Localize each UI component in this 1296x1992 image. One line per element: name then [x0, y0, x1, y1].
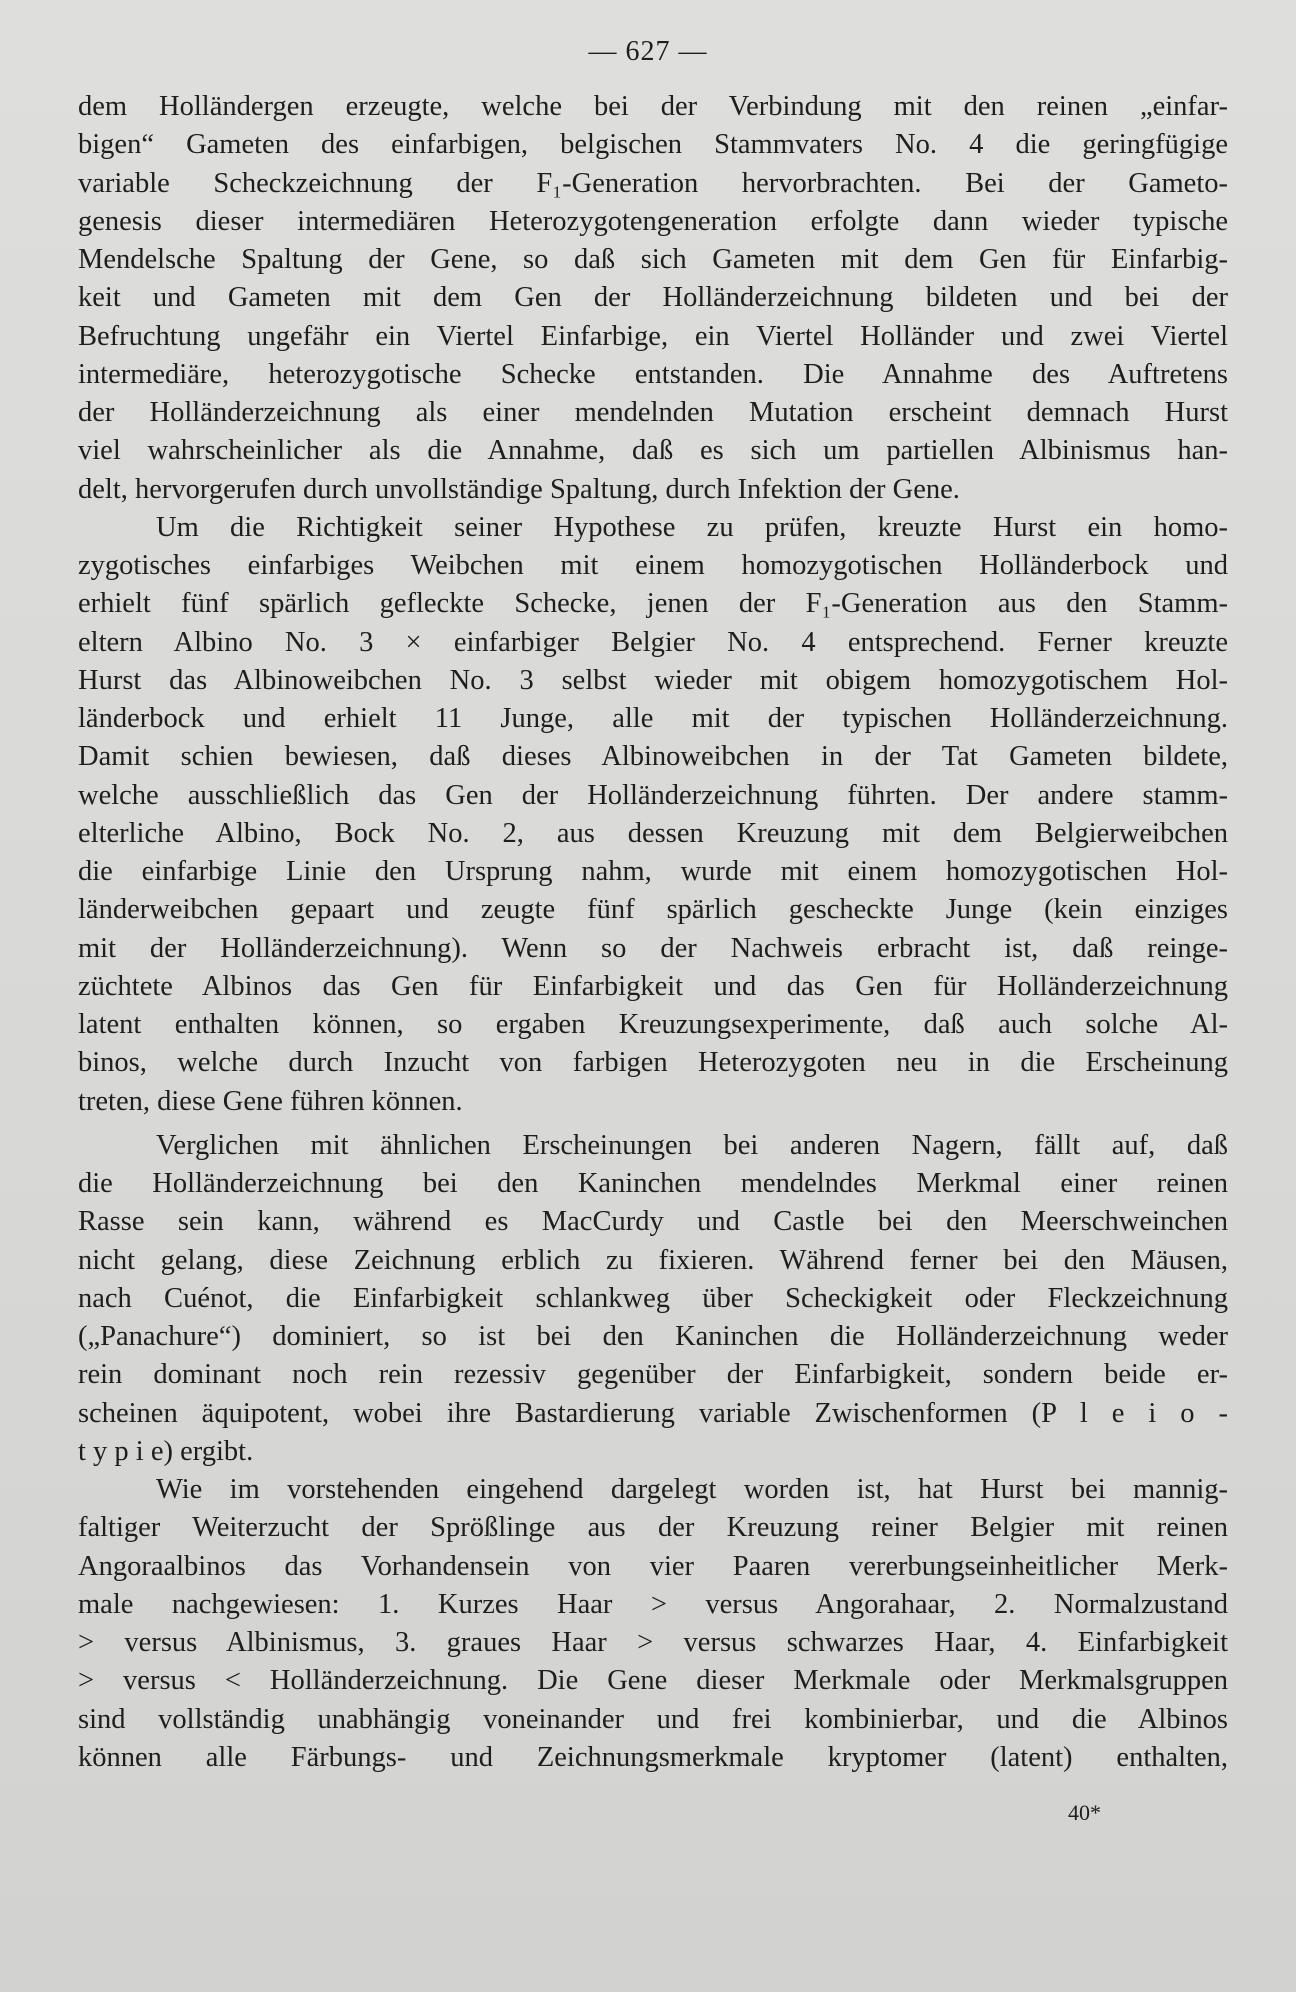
text-line: erhielt fünf spärlich gefleckte Schecke, jenen der F₁-Generation aus den Stamm- [78, 588, 1228, 620]
text-line: genesis dieser intermediären Heterozygotengeneration erfolgte dann wieder typische [78, 205, 1228, 237]
text-line: bigen“ Gameten des einfarbigen, belgischen Stammvaters No. 4 die geringfügige [78, 129, 1228, 161]
text-line: Hurst das Albinoweibchen No. 3 selbst wieder mit obigem homozygotischem Hol- [78, 664, 1228, 696]
sheet-signature-mark: 40* [1068, 1800, 1101, 1825]
text-line: Mendelsche Spaltung der Gene, so daß sich Gameten mit dem Gen für Einfarbig- [78, 244, 1228, 275]
text-line: variable Scheckzeichnung der F₁-Generation hervorbrachten. Bei der Gameto- [78, 167, 1228, 199]
text-line: latent enthalten können, so ergaben Kreuzungsexperimente, daß auch solche Al- [78, 1009, 1228, 1040]
text-line: eltern Albino No. 3 × einfarbiger Belgier No. 4 entsprechend. Ferner kreuzte [78, 626, 1228, 658]
text-line: > versus < Holländerzeichnung. Die Gene dieser Merkmale oder Merkmalsgruppen [78, 1665, 1228, 1697]
text-line: länderbock und erhielt 11 Junge, alle mit der typischen Holländerzeichnung. [78, 703, 1228, 734]
text-line: elterliche Albino, Bock No. 2, aus dessen Kreuzung mit dem Belgierweibchen [78, 817, 1228, 849]
page-number: — 627 — [588, 36, 708, 67]
text-line: > versus Albinismus, 3. graues Haar > versus schwarzes Haar, 4. Einfarbigkeit [78, 1627, 1228, 1658]
text-line: der Holländerzeichnung als einer mendelnden Mutation erscheint demnach Hurst [78, 397, 1228, 428]
text-line: t y p i e) ergibt. [78, 1435, 254, 1467]
text-line: länderweibchen gepaart und zeugte fünf spärlich gescheckte Junge (kein einziges [78, 894, 1228, 926]
text-line: intermediäre, heterozygotische Schecke entstanden. Die Annahme des Auftretens [78, 358, 1228, 390]
paragraph-start-line: Um die Richtigkeit seiner Hypothese zu prüfen, kreuzte Hurst ein homo- [156, 511, 1228, 543]
text-line: die Holländerzeichnung bei den Kaninchen mendelndes Merkmal einer reinen [78, 1168, 1228, 1199]
text-line: nicht gelang, diese Zeichnung erblich zu fixieren. Während ferner bei den Mäusen, [78, 1244, 1228, 1276]
text-line: faltiger Weiterzucht der Sprößlinge aus der Kreuzung reiner Belgier mit reinen [78, 1512, 1228, 1544]
text-line: nach Cuénot, die Einfarbigkeit schlankweg über Scheckigkeit oder Fleckzeichnung [78, 1282, 1228, 1314]
text-line: dem Holländergen erzeugte, welche bei der Verbindung mit den reinen „einfar- [78, 91, 1228, 122]
text-line: Rasse sein kann, während es MacCurdy und Castle bei den Meerschweinchen [78, 1206, 1228, 1238]
text-line: keit und Gameten mit dem Gen der Holländerzeichnung bildeten und bei der [78, 282, 1228, 314]
text-line: („Panachure“) dominiert, so ist bei den Kaninchen die Holländerzeichnung weder [78, 1321, 1228, 1352]
body-text [78, 88, 1228, 1777]
text-line: Angoraalbinos das Vorhandensein von vier Paaren vererbungseinheitlicher Merk- [78, 1550, 1228, 1582]
text-line: treten, diese Gene führen können. [78, 1085, 463, 1117]
text-line: viel wahrscheinlicher als die Annahme, daß es sich um partiellen Albinismus han- [78, 435, 1228, 467]
text-line: rein dominant noch rein rezessiv gegenüber der Einfarbigkeit, sondern beide er- [78, 1359, 1228, 1391]
paragraph-start-line: Verglichen mit ähnlichen Erscheinungen bei anderen Nagern, fällt auf, daß [156, 1129, 1228, 1161]
text-line: welche ausschließlich das Gen der Holländerzeichnung führten. Der andere stamm- [78, 779, 1228, 811]
text-line: male nachgewiesen: 1. Kurzes Haar > versus Angorahaar, 2. Normalzustand [78, 1588, 1228, 1620]
text-line: züchtete Albinos das Gen für Einfarbigkeit und das Gen für Holländerzeichnung [78, 970, 1228, 1002]
text-line: zygotisches einfarbiges Weibchen mit einem homozygotischen Holländerbock und [78, 550, 1228, 581]
text-line: binos, welche durch Inzucht von farbigen Heterozygoten neu in die Erscheinung [78, 1047, 1228, 1079]
text-line: delt, hervorgerufen durch unvollständige Spaltung, durch Infektion der Gene. [78, 473, 960, 505]
paragraph-start-line: Wie im vorstehenden eingehend dargelegt worden ist, hat Hurst bei mannig- [156, 1474, 1228, 1505]
text-line: Damit schien bewiesen, daß dieses Albinoweibchen in der Tat Gameten bildete, [78, 741, 1228, 773]
text-line: die einfarbige Linie den Ursprung nahm, wurde mit einem homozygotischen Hol- [78, 856, 1228, 887]
text-line: mit der Holländerzeichnung). Wenn so der Nachweis erbracht ist, daß reinge- [78, 932, 1228, 964]
text-line: können alle Färbungs- und Zeichnungsmerkmale kryptomer (latent) enthalten, [78, 1741, 1228, 1773]
text-line: scheinen äquipotent, wobei ihre Bastardierung variable Zwischenformen (P l e i o - [78, 1397, 1228, 1429]
text-line: Befruchtung ungefähr ein Viertel Einfarbige, ein Viertel Holländer und zwei Viertel [78, 320, 1228, 352]
text-line: sind vollständig unabhängig voneinander und frei kombinierbar, und die Albinos [78, 1703, 1228, 1735]
